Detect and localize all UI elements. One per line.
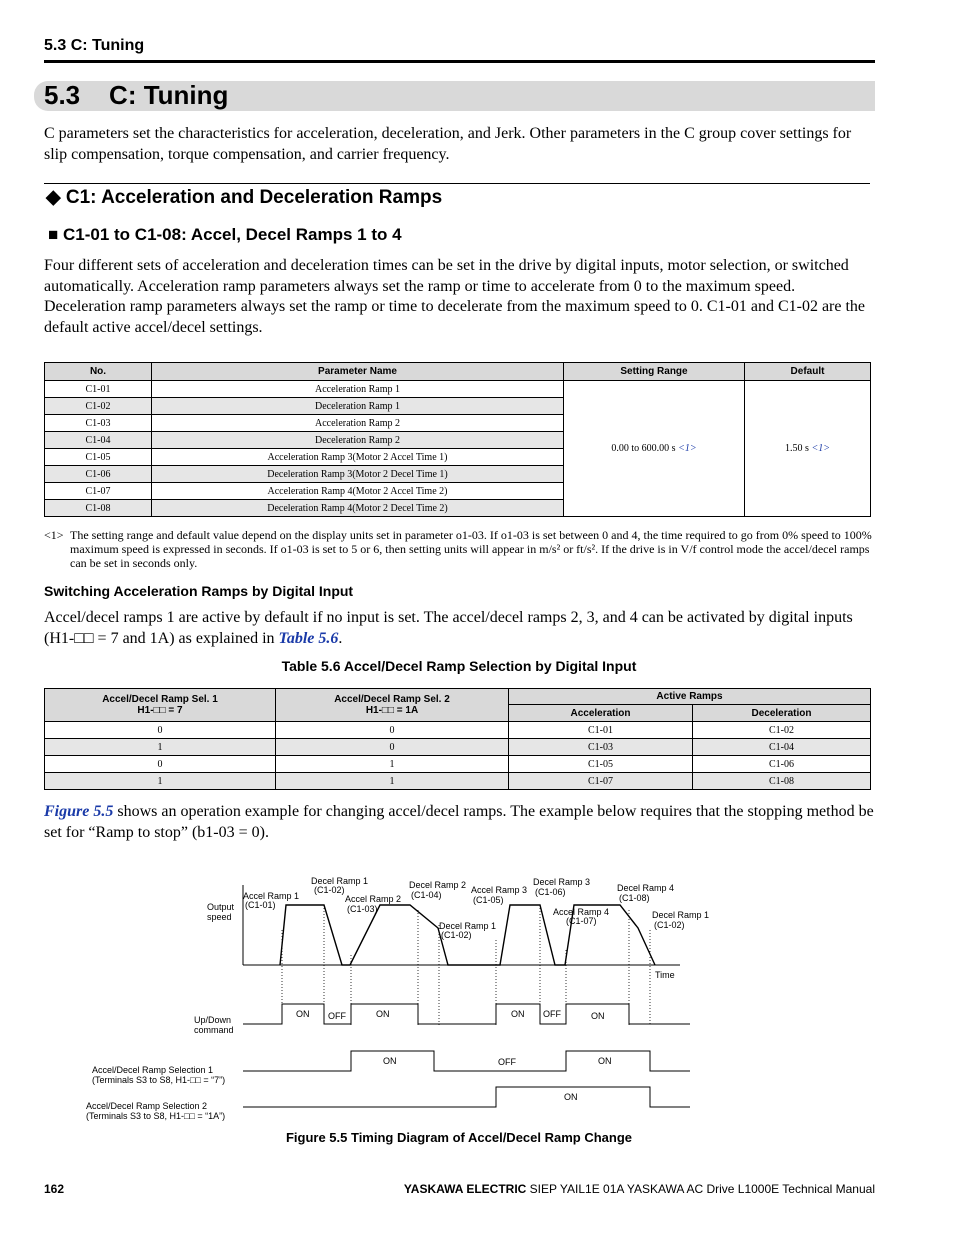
cell-range bbox=[564, 381, 745, 517]
range-text: 0.00 to 600.00 s bbox=[611, 443, 676, 454]
on-label: ON bbox=[296, 1009, 310, 1019]
footer-brand: YASKAWA ELECTRIC bbox=[403, 1182, 527, 1196]
sel1-param: H1-□□ = 7 bbox=[137, 705, 183, 716]
cell-no: C1-05 bbox=[45, 449, 152, 466]
sel1-signal bbox=[243, 1051, 690, 1071]
col-no: No. bbox=[45, 363, 152, 381]
cell: C1-02 bbox=[693, 722, 871, 739]
cell: 0 bbox=[45, 756, 276, 773]
col-setting-range: Setting Range bbox=[564, 363, 745, 381]
time-label: Time bbox=[655, 970, 675, 980]
parameter-table bbox=[44, 362, 871, 517]
figure-5-5-link[interactable]: Figure 5.5 bbox=[44, 803, 114, 820]
default-ref[interactable]: <1> bbox=[811, 443, 830, 454]
on-label: ON bbox=[564, 1092, 578, 1102]
description-paragraph: Four different sets of acceleration and deceleration times can be set in the drive by digital inputs, motor selection, or switched automatically. Acceleration ramp parameters always set the ramp or time to accelerate from 0 to the maximum speed. Deceleration ramp parameters always set the ramp or time to decelerate from the maximum speed to 0. C1-01 and C1-02 are the default active accel/decel settings. bbox=[44, 257, 866, 336]
ramp-label: Accel Ramp 2 bbox=[345, 894, 402, 904]
cell: C1-03 bbox=[509, 739, 693, 756]
cell: 0 bbox=[276, 722, 509, 739]
footer-doc bbox=[404, 1182, 875, 1196]
ramp-label: Accel Ramp 1 bbox=[243, 891, 300, 901]
sel1-label-1: Accel/Decel Ramp Selection 1 bbox=[92, 1065, 214, 1075]
table-caption: Table 5.6 Accel/Decel Ramp Selection by Digital Input bbox=[281, 658, 637, 674]
sel2-title: Accel/Decel Ramp Sel. 2 bbox=[334, 694, 450, 705]
footnote-text: The setting range and default value depend on the display units set in parameter o1-03. If o1-03 is set between 0 and 4, the time required to go from 0% speed to 100% maximum speed is expressed in seconds. If o1-03 is set to 5 or 6, then setting units will appear in m/s² or ft/s². If the drive is in V/f control mode the accel/decel ramps can be set in seconds only. bbox=[70, 528, 872, 570]
ramp-label: Decel Ramp 3 bbox=[533, 877, 591, 887]
table-row bbox=[45, 773, 871, 790]
cell-name: Acceleration Ramp 1 bbox=[152, 381, 564, 398]
cell-no: C1-01 bbox=[45, 381, 152, 398]
table-row bbox=[45, 739, 871, 756]
cell-name: Acceleration Ramp 4(Motor 2 Accel Time 2) bbox=[152, 483, 564, 500]
figure-paragraph bbox=[44, 802, 876, 843]
ramp-code: (C1-04) bbox=[411, 890, 442, 900]
col-sel2 bbox=[276, 689, 509, 722]
switching-text-end: . bbox=[338, 629, 343, 647]
cell: 0 bbox=[276, 739, 509, 756]
sel2-label-1: Accel/Decel Ramp Selection 2 bbox=[86, 1101, 208, 1111]
cell: 0 bbox=[45, 722, 276, 739]
col-active-ramps: Active Ramps bbox=[509, 689, 871, 705]
cell-no: C1-04 bbox=[45, 432, 152, 449]
page-number: 162 bbox=[44, 1182, 65, 1196]
cell-name: Acceleration Ramp 3(Motor 2 Accel Time 1) bbox=[152, 449, 564, 466]
ramp-label: Decel Ramp 1 bbox=[439, 921, 497, 931]
diamond-icon: ◆ bbox=[46, 187, 66, 208]
switching-heading: Switching Acceleration Ramps by Digital Input bbox=[44, 583, 354, 599]
sel2-signal bbox=[243, 1087, 690, 1107]
cell-default bbox=[745, 381, 871, 517]
table-footnote bbox=[44, 528, 872, 570]
on-label: ON bbox=[598, 1056, 612, 1066]
cell: 1 bbox=[45, 773, 276, 790]
ramp-selection-table bbox=[44, 688, 871, 790]
ramp-code: (C1-01) bbox=[245, 900, 276, 910]
on-label: ON bbox=[511, 1009, 525, 1019]
ramp-label: Decel Ramp 1 bbox=[311, 876, 369, 886]
table-5-6-link[interactable]: Table 5.6 bbox=[278, 629, 339, 647]
cell: C1-07 bbox=[509, 773, 693, 790]
default-text: 1.50 s bbox=[785, 443, 809, 454]
cell: 1 bbox=[276, 756, 509, 773]
cell-no: C1-02 bbox=[45, 398, 152, 415]
sel1-label-2: (Terminals S3 to S8, H1-□□ = “7”) bbox=[92, 1075, 226, 1085]
col-default: Default bbox=[745, 363, 871, 381]
on-label: ON bbox=[591, 1011, 605, 1021]
off-label: OFF bbox=[543, 1009, 561, 1019]
cell-no: C1-06 bbox=[45, 466, 152, 483]
section-heading-text: C1: Acceleration and Deceleration Ramps bbox=[65, 187, 443, 208]
footer-title: SIEP YAIL1E 01A YASKAWA AC Drive L1000E Technical Manual bbox=[526, 1182, 875, 1196]
cell: C1-04 bbox=[693, 739, 871, 756]
ramp-code: (C1-03) bbox=[347, 904, 378, 914]
ramp-code: (C1-08) bbox=[619, 893, 650, 903]
cell: C1-01 bbox=[509, 722, 693, 739]
subsection-heading-text: C1-01 to C1-08: Accel, Decel Ramps 1 to 4 bbox=[63, 225, 402, 244]
col-deceleration: Deceleration bbox=[693, 705, 871, 722]
col-parameter-name: Parameter Name bbox=[152, 363, 564, 381]
section-heading bbox=[46, 186, 442, 209]
figure-caption: Figure 5.5 Timing Diagram of Accel/Decel Ramp Change bbox=[285, 1130, 633, 1145]
intro-paragraph: C parameters set the characteristics for acceleration, deceleration, and Jerk. Other parameters in the C group cover settings for slip compensation, torque compensation, and carrier frequency. bbox=[44, 125, 852, 163]
on-label: ON bbox=[376, 1009, 390, 1019]
ramp-code: (C1-05) bbox=[473, 895, 504, 905]
subsection-heading bbox=[48, 225, 402, 245]
output-speed-label-1: Output bbox=[207, 902, 235, 912]
switching-paragraph bbox=[44, 608, 876, 649]
updown-signal bbox=[243, 1004, 690, 1024]
col-acceleration: Acceleration bbox=[509, 705, 693, 722]
cell-no: C1-07 bbox=[45, 483, 152, 500]
cell-name: Deceleration Ramp 4(Motor 2 Decel Time 2) bbox=[152, 500, 564, 517]
table-row bbox=[45, 722, 871, 739]
on-label: ON bbox=[383, 1056, 397, 1066]
updown-label-1: Up/Down bbox=[194, 1015, 232, 1025]
off-label: OFF bbox=[498, 1057, 516, 1067]
ramp-code: (C1-02) bbox=[441, 930, 472, 940]
footnote-tag: <1> bbox=[44, 528, 64, 542]
sel2-label-2: (Terminals S3 to S8, H1-□□ = “1A”) bbox=[86, 1111, 226, 1121]
ramp-code: (C1-02) bbox=[654, 920, 685, 930]
cell-name: Deceleration Ramp 2 bbox=[152, 432, 564, 449]
cell: C1-05 bbox=[509, 756, 693, 773]
output-speed-label-2: speed bbox=[207, 912, 232, 922]
cell-name: Deceleration Ramp 1 bbox=[152, 398, 564, 415]
ramp-label: Decel Ramp 2 bbox=[409, 880, 467, 890]
col-sel1 bbox=[45, 689, 276, 722]
cell: 1 bbox=[45, 739, 276, 756]
ramp-code: (C1-06) bbox=[535, 887, 566, 897]
cell-name: Deceleration Ramp 3(Motor 2 Decel Time 1) bbox=[152, 466, 564, 483]
sel2-param: H1-□□ = 1A bbox=[365, 705, 419, 716]
cell: C1-06 bbox=[693, 756, 871, 773]
table-row bbox=[45, 756, 871, 773]
section-rule bbox=[44, 183, 870, 184]
timing-diagram bbox=[80, 870, 710, 1121]
switching-text: Accel/decel ramps 1 are active by default if no input is set. The accel/decel ramps 2, 3, and 4 can be activated by digital inputs (H1-□□ = 7 and 1A) as explained in bbox=[44, 609, 853, 647]
cell: 1 bbox=[276, 773, 509, 790]
ramp-code: (C1-07) bbox=[566, 916, 597, 926]
ramp-label: Accel Ramp 3 bbox=[471, 885, 528, 895]
square-icon: ■ bbox=[48, 225, 63, 244]
ramp-code: (C1-02) bbox=[314, 885, 345, 895]
table-row bbox=[45, 381, 871, 398]
header-rule bbox=[44, 60, 875, 63]
sel1-title: Accel/Decel Ramp Sel. 1 bbox=[102, 694, 218, 705]
ramp-label: Decel Ramp 1 bbox=[652, 910, 710, 920]
cell-name: Acceleration Ramp 2 bbox=[152, 415, 564, 432]
range-ref[interactable]: <1> bbox=[678, 443, 697, 454]
ramp-label: Accel Ramp 4 bbox=[553, 907, 610, 917]
cell-no: C1-08 bbox=[45, 500, 152, 517]
updown-label-2: command bbox=[194, 1025, 234, 1035]
cell-no: C1-03 bbox=[45, 415, 152, 432]
running-header: 5.3 C: Tuning bbox=[44, 37, 145, 54]
ramp-label: Decel Ramp 4 bbox=[617, 883, 675, 893]
page-title: 5.3 C: Tuning bbox=[44, 80, 229, 110]
cell: C1-08 bbox=[693, 773, 871, 790]
off-label: OFF bbox=[328, 1011, 346, 1021]
figure-paragraph-text: shows an operation example for changing accel/decel ramps. The example below requires that the stopping method be set for “Ramp to stop” (b1-03 = 0). bbox=[44, 803, 874, 841]
